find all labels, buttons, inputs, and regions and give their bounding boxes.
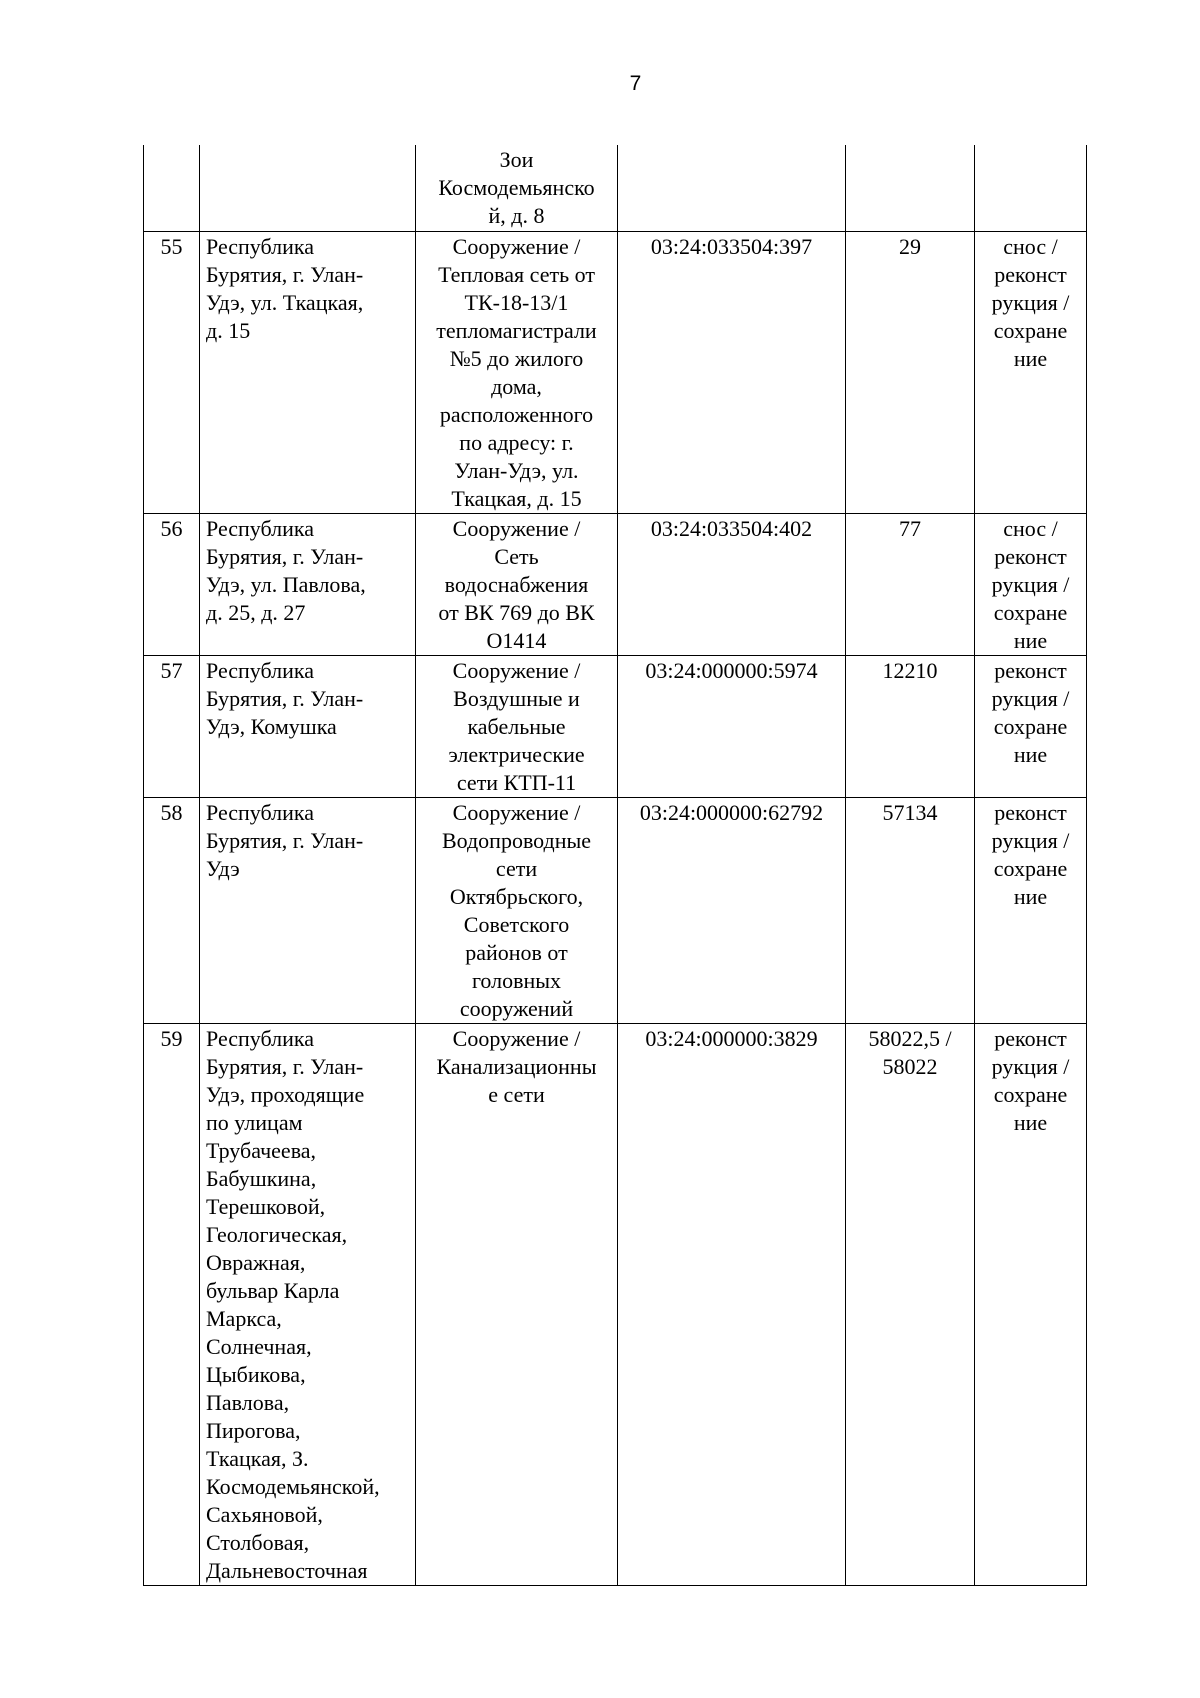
table-body	[144, 145, 1087, 1585]
object-cell	[416, 513, 618, 655]
action-cell-line: ние	[1013, 345, 1048, 371]
area-cell	[846, 797, 975, 1023]
table-row	[144, 513, 1087, 655]
object-cell-line: по адресу: г.	[459, 429, 574, 455]
address-cell	[200, 655, 416, 797]
object-cell-line: Сооружение /	[452, 233, 581, 259]
row-number-cell	[144, 655, 200, 797]
address-cell-line: Республика	[206, 233, 315, 259]
area-cell-line: 58022	[882, 1053, 938, 1079]
address-cell-line: Удэ, ул. Павлова,	[206, 571, 366, 597]
action-cell-line: снос /	[1003, 515, 1058, 541]
area-cell	[846, 655, 975, 797]
cadastral-number-cell	[618, 1023, 846, 1585]
address-cell-line: по улицам	[206, 1109, 303, 1135]
row-number-cell-text: 56	[160, 515, 183, 541]
action-cell-line: ние	[1013, 741, 1048, 767]
object-cell-line: Улан-Удэ, ул.	[454, 457, 579, 483]
address-cell	[200, 797, 416, 1023]
row-number-cell-text: 57	[160, 657, 183, 683]
table-row	[144, 145, 1087, 231]
address-cell-line: Солнечная,	[206, 1333, 312, 1359]
address-cell-line: Терешковой,	[206, 1193, 326, 1219]
address-cell-line: Удэ, ул. Ткацкая,	[206, 289, 364, 315]
action-cell-line: рукция /	[991, 1053, 1070, 1079]
object-cell-line: О1414	[486, 627, 547, 653]
object-cell-line: Сооружение /	[452, 1025, 581, 1051]
action-cell-line: ние	[1013, 627, 1048, 653]
object-cell-line: головных	[471, 967, 562, 993]
row-number-cell	[144, 513, 200, 655]
address-cell-line: Цыбикова,	[206, 1361, 306, 1387]
address-cell-line: Бурятия, г. Улан-	[206, 261, 364, 287]
address-cell-line: д. 15	[206, 317, 251, 343]
cadastral-number-cell-text: 03:24:033504:402	[650, 515, 813, 541]
object-cell-line: Сооружение /	[452, 657, 581, 683]
cadastral-number-cell-text: 03:24:000000:3829	[645, 1025, 818, 1051]
cadastral-number-cell	[618, 655, 846, 797]
object-cell-line: тепломагистрали	[436, 317, 597, 343]
object-cell-line: сети	[495, 855, 538, 881]
action-cell-line: сохране	[993, 317, 1068, 343]
cadastral-number-cell	[618, 231, 846, 513]
address-cell	[200, 1023, 416, 1585]
action-cell-line: реконст	[994, 1025, 1067, 1051]
area-cell	[846, 145, 975, 231]
row-number-cell	[144, 145, 200, 231]
action-cell-line: рукция /	[991, 289, 1070, 315]
area-cell	[846, 1023, 975, 1585]
address-cell-line: Республика	[206, 799, 315, 825]
object-cell-line: Зои	[499, 147, 534, 172]
object-cell-line: Сеть	[494, 543, 539, 569]
action-cell-line: реконст	[994, 799, 1067, 825]
table-row	[144, 231, 1087, 513]
action-cell-line: ние	[1013, 883, 1048, 909]
registry-table	[143, 145, 1087, 1586]
address-cell-line: д. 25, д. 27	[206, 599, 306, 625]
address-cell-line: Удэ, проходящие	[206, 1081, 365, 1107]
area-cell	[846, 513, 975, 655]
area-cell	[846, 231, 975, 513]
address-cell-line: Удэ	[206, 855, 240, 881]
cadastral-number-cell	[618, 145, 846, 231]
object-cell-line: Водопроводные	[441, 827, 592, 853]
row-number-cell-text: 59	[160, 1025, 183, 1051]
address-cell-line: Павлова,	[206, 1389, 290, 1415]
area-cell-line: 12210	[882, 657, 938, 683]
action-cell-line: сохране	[993, 713, 1068, 739]
object-cell-line: Канализационны	[436, 1053, 597, 1079]
object-cell-line: дома,	[491, 373, 542, 399]
object-cell-line: Советского	[463, 911, 570, 937]
object-cell-line: Сооружение /	[452, 515, 581, 541]
address-cell-line: Республика	[206, 515, 315, 541]
action-cell-line: сохране	[993, 855, 1068, 881]
table-row	[144, 1023, 1087, 1585]
page-number: 7	[629, 72, 642, 95]
action-cell-line: реконст	[994, 543, 1067, 569]
area-cell-line: 57134	[882, 799, 938, 825]
object-cell-line: й, д. 8	[488, 203, 545, 228]
address-cell-line: Республика	[206, 1025, 315, 1051]
object-cell	[416, 655, 618, 797]
address-cell-line: Бурятия, г. Улан-	[206, 543, 364, 569]
object-cell-line: ТК-18-13/1	[464, 289, 569, 315]
address-cell-line: Овражная,	[206, 1249, 306, 1275]
address-cell-line: Республика	[206, 657, 315, 683]
object-cell-line: Тепловая сеть от	[438, 261, 595, 287]
address-cell-line: Геологическая,	[206, 1221, 348, 1247]
object-cell-line: электрические	[448, 741, 585, 767]
area-cell-line: 29	[899, 233, 921, 259]
row-number-cell-text: 55	[160, 233, 183, 259]
object-cell	[416, 797, 618, 1023]
action-cell	[975, 513, 1087, 655]
address-cell-line: Бурятия, г. Улан-	[206, 685, 364, 711]
action-cell-line: реконст	[994, 261, 1067, 287]
action-cell-line: сохране	[993, 1081, 1068, 1107]
cadastral-number-cell-text: 03:24:000000:62792	[639, 799, 824, 825]
area-cell-line: 77	[899, 515, 921, 541]
action-cell	[975, 797, 1087, 1023]
object-cell-line: Ткацкая, д. 15	[451, 485, 582, 511]
row-number-cell	[144, 797, 200, 1023]
cadastral-number-cell	[618, 513, 846, 655]
action-cell-line: рукция /	[991, 827, 1070, 853]
address-cell-line: Дальневосточная	[206, 1557, 368, 1583]
action-cell-line: снос /	[1003, 233, 1058, 259]
object-cell	[416, 231, 618, 513]
address-cell-line: Маркса,	[206, 1305, 282, 1331]
object-cell-line: сооружений	[459, 995, 574, 1021]
address-cell-line: Космодемьянской,	[206, 1473, 380, 1499]
object-cell-line: №5 до жилого	[449, 345, 584, 371]
address-cell-line: Бабушкина,	[206, 1165, 317, 1191]
table-row	[144, 655, 1087, 797]
object-cell-line: водоснабжения	[444, 571, 589, 597]
object-cell-line: Сооружение /	[452, 799, 581, 825]
address-cell-line: Ткацкая, З.	[206, 1445, 309, 1471]
cadastral-number-cell-text: 03:24:033504:397	[650, 233, 813, 259]
address-cell-line: Трубачеева,	[206, 1137, 317, 1163]
action-cell-line: сохране	[993, 599, 1068, 625]
cadastral-number-cell	[618, 797, 846, 1023]
object-cell-line: районов от	[465, 939, 568, 965]
address-cell-line: Удэ, Комушка	[206, 713, 337, 739]
row-number-cell	[144, 1023, 200, 1585]
action-cell	[975, 145, 1087, 231]
action-cell	[975, 231, 1087, 513]
object-cell	[416, 1023, 618, 1585]
address-cell-line: Сахьяновой,	[206, 1501, 323, 1527]
object-cell-line: Космодемьянско	[438, 175, 595, 200]
address-cell-line: бульвар Карла	[206, 1277, 340, 1303]
action-cell-line: рукция /	[991, 571, 1070, 597]
address-cell	[200, 513, 416, 655]
address-cell	[200, 145, 416, 231]
object-cell-line: кабельные	[467, 713, 566, 739]
row-number-cell	[144, 231, 200, 513]
table-row	[144, 797, 1087, 1023]
object-cell	[416, 145, 618, 231]
address-cell-line: Бурятия, г. Улан-	[206, 827, 364, 853]
object-cell-line: сети КТП-11	[456, 769, 577, 795]
object-cell-line: от ВК 769 до ВК	[438, 599, 595, 625]
area-cell-line: 58022,5 /	[868, 1025, 952, 1051]
row-number-cell-text: 58	[160, 799, 183, 825]
action-cell-line: реконст	[994, 657, 1067, 683]
action-cell-line: ние	[1013, 1109, 1048, 1135]
action-cell-line: рукция /	[991, 685, 1070, 711]
object-cell-line: е сети	[488, 1081, 545, 1107]
action-cell	[975, 1023, 1087, 1585]
cadastral-number-cell-text: 03:24:000000:5974	[645, 657, 818, 683]
object-cell-line: Воздушные и	[453, 685, 580, 711]
object-cell-line: Октябрьского,	[449, 883, 584, 909]
address-cell-line: Столбовая,	[206, 1529, 310, 1555]
object-cell-line: расположенного	[439, 401, 594, 427]
address-cell-line: Пирогова,	[206, 1417, 301, 1443]
address-cell	[200, 231, 416, 513]
address-cell-line: Бурятия, г. Улан-	[206, 1053, 364, 1079]
action-cell	[975, 655, 1087, 797]
